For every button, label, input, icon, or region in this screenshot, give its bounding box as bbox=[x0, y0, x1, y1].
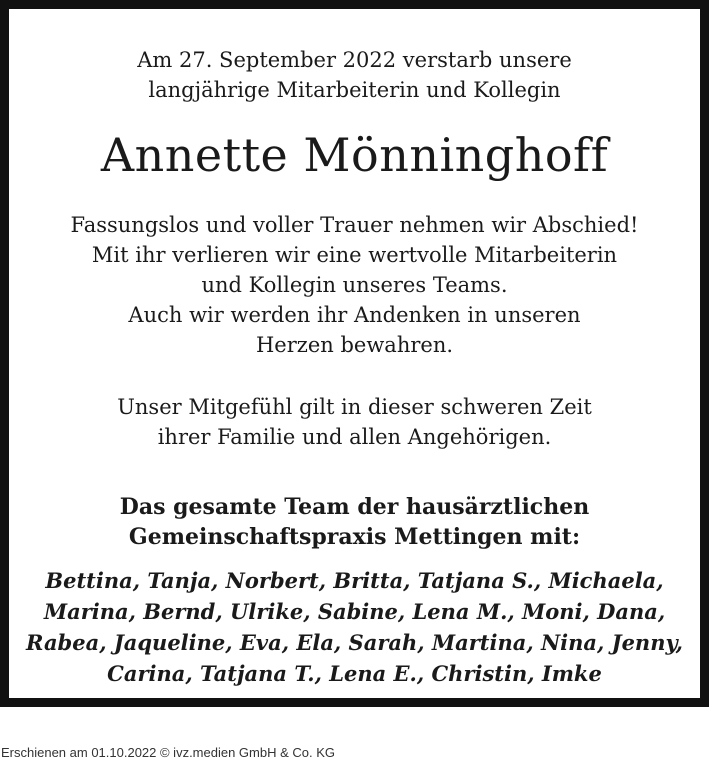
intro-text bbox=[9, 45, 700, 105]
team-members bbox=[9, 565, 700, 689]
members-line: Carina, Tatjana T., Lena E., Christin, Imke bbox=[107, 661, 602, 686]
members-line: Bettina, Tanja, Norbert, Britta, Tatjana S., Michaela, bbox=[45, 568, 664, 593]
condolence-line: Unser Mitgefühl gilt in dieser schweren Zeit bbox=[117, 395, 592, 419]
farewell-message bbox=[9, 210, 700, 360]
message-line: Auch wir werden ihr Andenken in unseren bbox=[128, 303, 581, 327]
message-line: Fassungslos und voller Trauer nehmen wir Abschied! bbox=[70, 213, 639, 237]
intro-line: Am 27. September 2022 verstarb unsere bbox=[137, 48, 572, 72]
message-line: Mit ihr verlieren wir eine wertvolle Mitarbeiterin bbox=[91, 243, 618, 267]
members-line: Rabea, Jaqueline, Eva, Ela, Sarah, Martina, Nina, Jenny, bbox=[26, 630, 683, 655]
message-line: Herzen bewahren. bbox=[255, 333, 454, 357]
condolence-line: ihrer Familie und allen Angehörigen. bbox=[157, 425, 552, 449]
message-line: und Kollegin unseres Teams. bbox=[201, 273, 508, 297]
team-signature bbox=[9, 492, 700, 552]
deceased-name: Annette Mönninghoff bbox=[100, 128, 609, 182]
team-line: Das gesamte Team der hausärztlichen bbox=[119, 494, 590, 520]
condolence-message bbox=[9, 392, 700, 452]
members-line: Marina, Bernd, Ulrike, Sabine, Lena M., Moni, Dana, bbox=[43, 599, 666, 624]
intro-line: langjährige Mitarbeiterin und Kollegin bbox=[148, 78, 561, 102]
team-line: Gemeinschaftspraxis Mettingen mit: bbox=[128, 524, 581, 550]
publication-credit: Erschienen am 01.10.2022 © ivz.medien GmbH & Co. KG bbox=[1, 745, 336, 760]
